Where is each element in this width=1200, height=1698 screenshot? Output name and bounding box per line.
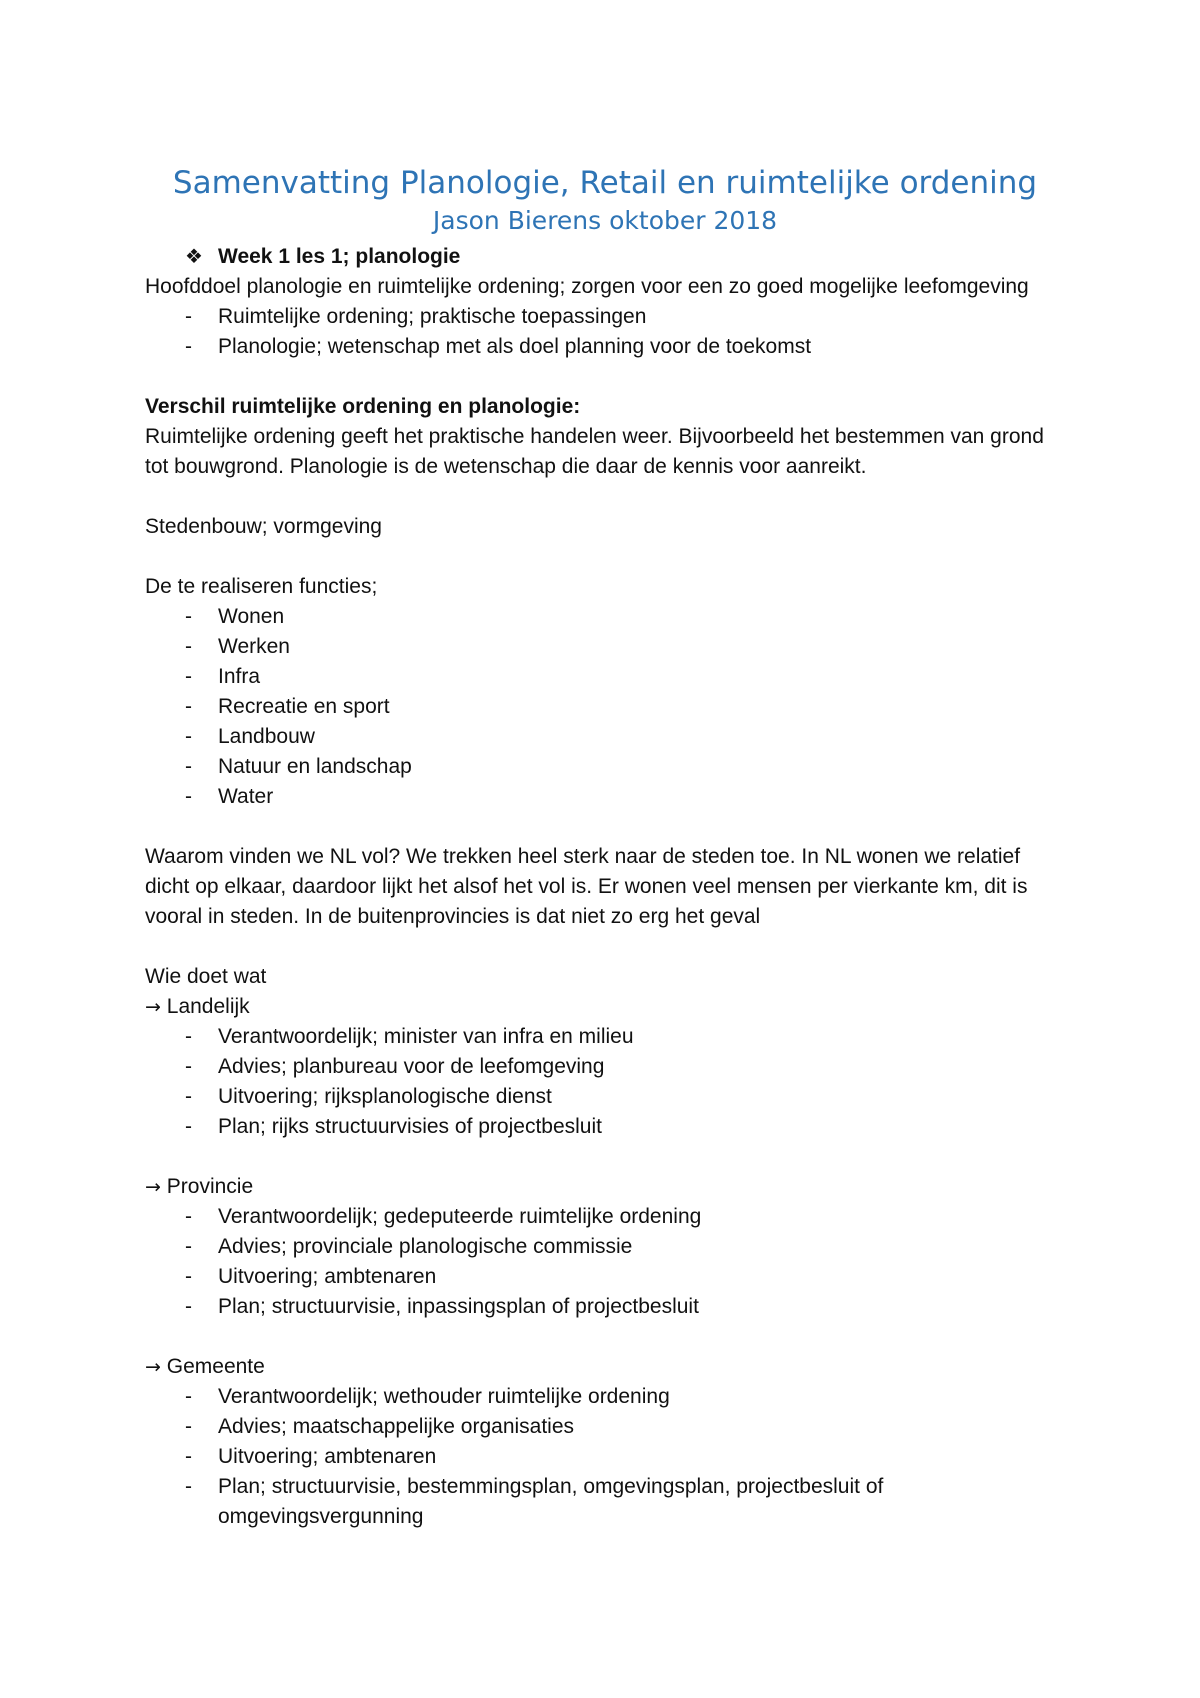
dash-marker: - xyxy=(185,1265,192,1288)
list-item-text: Planologie; wetenschap met als doel planning voor de toekomst xyxy=(218,335,812,358)
list-item-text: Werken xyxy=(218,635,290,658)
dash-marker: - xyxy=(185,725,192,748)
verschil-heading: Verschil ruimtelijke ordening en planologie: xyxy=(145,395,581,418)
list-item xyxy=(145,632,1065,662)
list-item-text: Plan; rijks structuurvisies of projectbesluit xyxy=(218,1115,602,1138)
diamond-bullet-icon: ❖ xyxy=(185,246,203,268)
arrow-right-icon: → xyxy=(145,996,161,1018)
dash-marker: - xyxy=(185,1415,192,1438)
arrow-right-icon: → xyxy=(145,1176,161,1198)
blank-line xyxy=(145,482,1065,512)
dash-marker: - xyxy=(185,1475,192,1498)
list-item xyxy=(145,1232,1065,1262)
list-item xyxy=(145,1112,1065,1142)
list-item xyxy=(145,602,1065,632)
level-name: Provincie xyxy=(166,1175,254,1198)
list-item-text: Infra xyxy=(218,665,261,688)
stedenbouw-line: Stedenbouw; vormgeving xyxy=(145,515,382,538)
waarom-paragraph: Waarom vinden we NL vol? We trekken heel sterk naar de steden toe. In NL wonen we relatief dicht op elkaar, daardoor lijkt het alsof het vol is. Er wonen veel mensen per vierkante km, dit is vooral in steden. In de buitenprovincies is dat niet zo erg het geval xyxy=(145,845,1028,928)
list-item-text: Verantwoordelijk; gedeputeerde ruimtelijke ordening xyxy=(218,1205,702,1228)
blank-line xyxy=(145,542,1065,572)
list-item-text: Recreatie en sport xyxy=(218,695,390,718)
dash-marker: - xyxy=(185,635,192,658)
list-item-text: Ruimtelijke ordening; praktische toepassingen xyxy=(218,305,647,328)
document-subtitle: Jason Bierens oktober 2018 xyxy=(432,206,778,235)
list-item-text: Natuur en landschap xyxy=(218,755,412,778)
level-name: Landelijk xyxy=(166,995,250,1018)
list-item xyxy=(145,1442,1065,1472)
landelijk-list xyxy=(145,1022,1065,1142)
list-item xyxy=(145,1022,1065,1052)
list-item-text: Uitvoering; rijksplanologische dienst xyxy=(218,1085,552,1108)
list-item-text: Water xyxy=(218,785,274,808)
list-item-text: Advies; maatschappelijke organisaties xyxy=(218,1415,575,1438)
list-item xyxy=(145,1262,1065,1292)
level-name: Gemeente xyxy=(166,1355,265,1378)
gemeente-list xyxy=(145,1382,1065,1532)
wie-doet-wat-heading: Wie doet wat xyxy=(145,965,267,988)
dash-marker: - xyxy=(185,755,192,778)
list-item-text: Advies; planbureau voor de leefomgeving xyxy=(218,1055,605,1078)
list-item xyxy=(145,752,1065,782)
blank-line xyxy=(145,1142,1065,1172)
list-item-text: Plan; structuurvisie, bestemmingsplan, omgevingsplan, projectbesluit of omgevingsvergunning xyxy=(218,1475,884,1528)
intro-paragraph: Hoofddoel planologie en ruimtelijke ordening; zorgen voor een zo goed mogelijke leefomgeving xyxy=(145,275,1029,298)
list-item-text: Verantwoordelijk; minister van infra en milieu xyxy=(218,1025,634,1048)
list-item-text: Landbouw xyxy=(218,725,315,748)
list-item-text: Uitvoering; ambtenaren xyxy=(218,1445,437,1468)
dash-marker: - xyxy=(185,335,192,358)
dash-marker: - xyxy=(185,1115,192,1138)
dash-marker: - xyxy=(185,605,192,628)
list-item xyxy=(145,332,1065,362)
list-item xyxy=(145,1292,1065,1322)
list-item xyxy=(145,782,1065,812)
level-heading-provincie xyxy=(145,1172,1065,1202)
dash-marker: - xyxy=(185,1055,192,1078)
functies-list xyxy=(145,602,1065,812)
list-item xyxy=(145,692,1065,722)
document-title: Samenvatting Planologie, Retail en ruimtelijke ordening xyxy=(172,165,1038,201)
list-item-text: Advies; provinciale planologische commissie xyxy=(218,1235,633,1258)
list-item xyxy=(145,1082,1065,1112)
list-item xyxy=(145,1202,1065,1232)
list-item xyxy=(145,722,1065,752)
blank-line xyxy=(145,932,1065,962)
dash-marker: - xyxy=(185,695,192,718)
blank-line xyxy=(145,812,1065,842)
document-body xyxy=(145,162,1065,1532)
dash-marker: - xyxy=(185,305,192,328)
week-heading-text: Week 1 les 1; planologie xyxy=(218,245,461,268)
dash-marker: - xyxy=(185,785,192,808)
level-heading-gemeente xyxy=(145,1352,1065,1382)
blank-line xyxy=(145,362,1065,392)
list-item xyxy=(145,1472,1065,1532)
list-item-text: Verantwoordelijk; wethouder ruimtelijke ordening xyxy=(218,1385,670,1408)
level-heading-landelijk xyxy=(145,992,1065,1022)
list-item-text: Plan; structuurvisie, inpassingsplan of projectbesluit xyxy=(218,1295,699,1318)
list-item xyxy=(145,1382,1065,1412)
blank-line xyxy=(145,1322,1065,1352)
list-item xyxy=(145,1052,1065,1082)
list-item xyxy=(145,662,1065,692)
list-item xyxy=(145,1412,1065,1442)
dash-marker: - xyxy=(185,1445,192,1468)
functies-heading: De te realiseren functies; xyxy=(145,575,378,598)
arrow-right-icon: → xyxy=(145,1356,161,1378)
intro-list xyxy=(145,302,1065,362)
list-item-text: Wonen xyxy=(218,605,285,628)
list-item xyxy=(145,302,1065,332)
list-item-text: Uitvoering; ambtenaren xyxy=(218,1265,437,1288)
dash-marker: - xyxy=(185,1025,192,1048)
dash-marker: - xyxy=(185,665,192,688)
dash-marker: - xyxy=(185,1295,192,1318)
dash-marker: - xyxy=(185,1085,192,1108)
dash-marker: - xyxy=(185,1235,192,1258)
dash-marker: - xyxy=(185,1385,192,1408)
week-heading xyxy=(145,242,1065,272)
dash-marker: - xyxy=(185,1205,192,1228)
verschil-paragraph: Ruimtelijke ordening geeft het praktische handelen weer. Bijvoorbeeld het bestemmen van grond tot bouwgrond. Planologie is de wetenschap die daar de kennis voor aanreikt. xyxy=(145,425,1044,478)
provincie-list xyxy=(145,1202,1065,1322)
